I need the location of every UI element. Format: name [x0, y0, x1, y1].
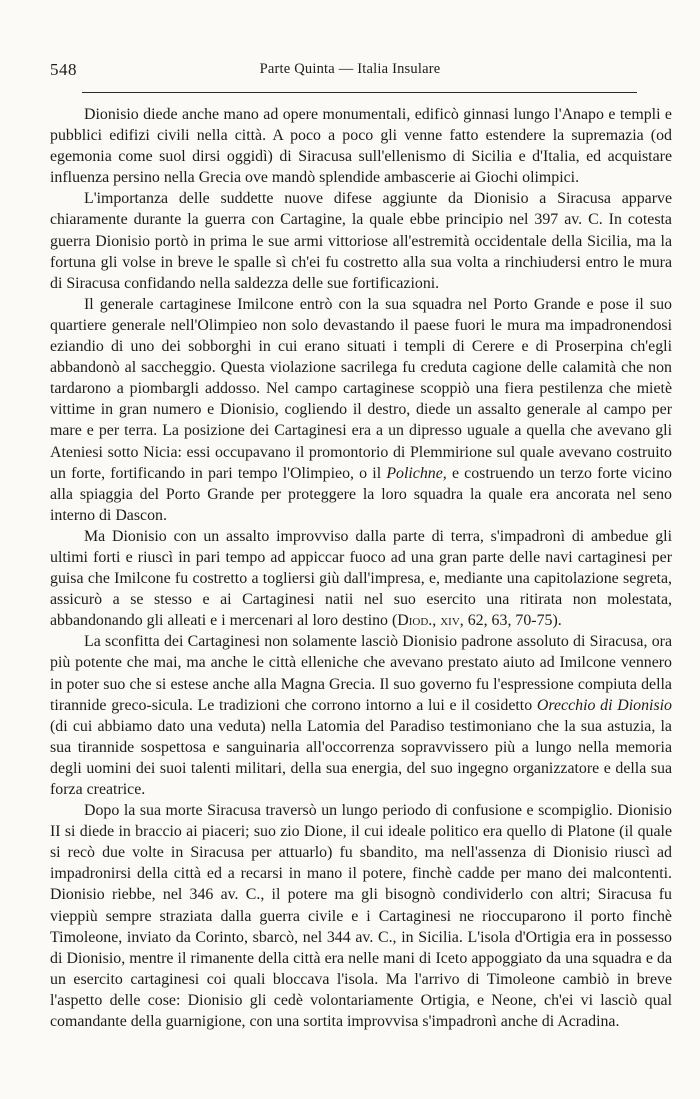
paragraph-6: Dopo la sua morte Siracusa traversò un lungo periodo di confusione e scompiglio. Dionisio II si diede in braccio ai piaceri; suo zio Dione, il cui ideale politico era quello di Platone (il quale si recò due volte in Siracusa per attuarlo) fu sbandito, ma nell'assenza di Dionisio riuscì ad impadronirsi della città ed a recarsi in mano il potere, finchè cadde per mano dei malcontenti. Dionisio riebbe, nel 346 av. C., il potere ma gli bisognò condividerlo con altri; Siracusa fu vieppiù sempre straziata dalla guerra civile e i Cartaginesi ne rioccuparono il porto finchè Timoleone, inviato da Corinto, sbarcò, nel 344 av. C., in Sicilia. L'isola d'Ortigia era in possesso di Dionisio, mentre il rimanente della città era nelle mani di Iceto appoggiato da una squadra e da un esercito cartaginesi coi quali bloccava l'isola. Ma l'arrivo di Timoleone cambiò in breve l'aspetto delle cose: Dionisio gli cedè volontariamente Ortigia, e Neone, ch'ei vi lasciò qual comandante della guarnigione, con una sortita improvvisa s'impadronì anche di Acradina.	[50, 802, 672, 1031]
citation-diod: Diod., xiv,	[397, 612, 464, 630]
paragraph-3-part-b: e costruendo un terzo forte vicino alla spiaggia del Porto Grande per proteggere la loro squadra la quale era ancorata nel seno interno di Dascon.	[50, 464, 672, 524]
paragraph-4-part-a: Ma Dionisio con un assalto improvviso dalla parte di terra, s'impadronì di ambedue gli ultimi forti e riuscì in pari tempo ad appiccar fuoco ad una gran parte delle navi cartaginesi per guisa che Imilcone fu costretto a togliersi giù dall'impresa, e, mediante una capitolazione segreta, assicurò a se stesso e ai Cartaginesi natii nel suo esercito una ritirata non molestata, abbandonando gli alleati e i mercenari al loro destino (	[50, 527, 672, 630]
header-rule	[82, 92, 637, 93]
paragraph-5-part-b: (di cui abbiamo dato una veduta) nella Latomia del Paradiso testimoniano che la sua astuzia, la sua tirannide sospettosa e sanguinaria all'occorrenza sopravvissero più a lungo nella memoria degli uomini dei suoi talenti militari, della sua energia, del suo ingegno organizzatore e della sua forza creatrice.	[50, 717, 672, 798]
paragraph-4-part-b: 62, 63, 70-75).	[467, 612, 562, 630]
paragraph-5-part-a: La sconfitta dei Cartaginesi non solamente lasciò Dionisio padrone assoluto di Siracusa, ora più potente che mai, ma anche le città elleniche che avevano prestato aiuto ad Imilcone vennero in poter suo che si estese anche alla Magna Grecia. Il suo governo fu l'espressione compiuta della tirannide greco-sicula. Le tradizioni che corrono intorno a lui e il cosidetto	[50, 633, 672, 714]
paragraph-2: L'importanza delle suddette nuove difese aggiunte da Dionisio a Siracusa apparve chiaramente durante la guerra con Cartagine, la quale ebbe principio nel 397 av. C. In cotesta guerra Dionisio portò in prima le sue armi vittoriose all'estremità occidentale della Sicilia, ma la fortuna gli volse in breve le spalle sì ch'ei fu costretto alla sua volta a rinchiudersi entro le mura di Siracusa confidando nella saldezza delle sue fortificazioni.	[50, 190, 672, 292]
page-header	[50, 60, 650, 84]
polichne-italic: Polichne,	[386, 464, 447, 482]
paragraph-4	[50, 526, 672, 631]
body-text	[50, 104, 672, 1032]
paragraph-3	[50, 294, 672, 526]
orecchio-italic: Orecchio di Dionisio	[536, 696, 672, 714]
paragraph-5	[50, 631, 672, 800]
paragraph-1: Dionisio diede anche mano ad opere monumentali, edificò ginnasi lungo l'Anapo e templi e pubblici edifizi civili nella città. A poco a poco gli venne fatto estendere la supremazia (od egemonia come suol dirsi oggidì) di Siracusa sull'ellenismo di Sicilia e d'Italia, ed acquistare influenza persino nella Grecia ove mandò splendide ambascerie ai Giochi olimpici.	[50, 106, 672, 187]
running-title: Parte Quinta — Italia Insulare	[259, 61, 441, 77]
page-number: 548	[50, 60, 77, 79]
paragraph-3-part-a: Il generale cartaginese Imilcone entrò con la sua squadra nel Porto Grande e pose il suo quartiere generale nell'Olimpieo non solo devastando il paese fuori le mura ma impadronendosi eziandio di uno dei sobborghi in cui erano situati i templi di Cerere e di Proserpina ch'egli abbandonò al saccheggio. Questa violazione sacrilega fu creduta cagione delle calamità che non tardarono a piombargli addosso. Nel campo cartaginese scoppiò una fiera pestilenza che mietè vittime in gran numero e Dionisio, cogliendo il destro, diede un assalto generale al campo per mare e per terra. La posizione dei Cartaginesi era a un dipresso uguale a quella che avevano gli Ateniesi sotto Nicia: essi occupavano il promontorio di Plemmirione sul quale avevano costruito un forte, fortificando in pari tempo l'Olimpieo, o il	[50, 295, 672, 482]
